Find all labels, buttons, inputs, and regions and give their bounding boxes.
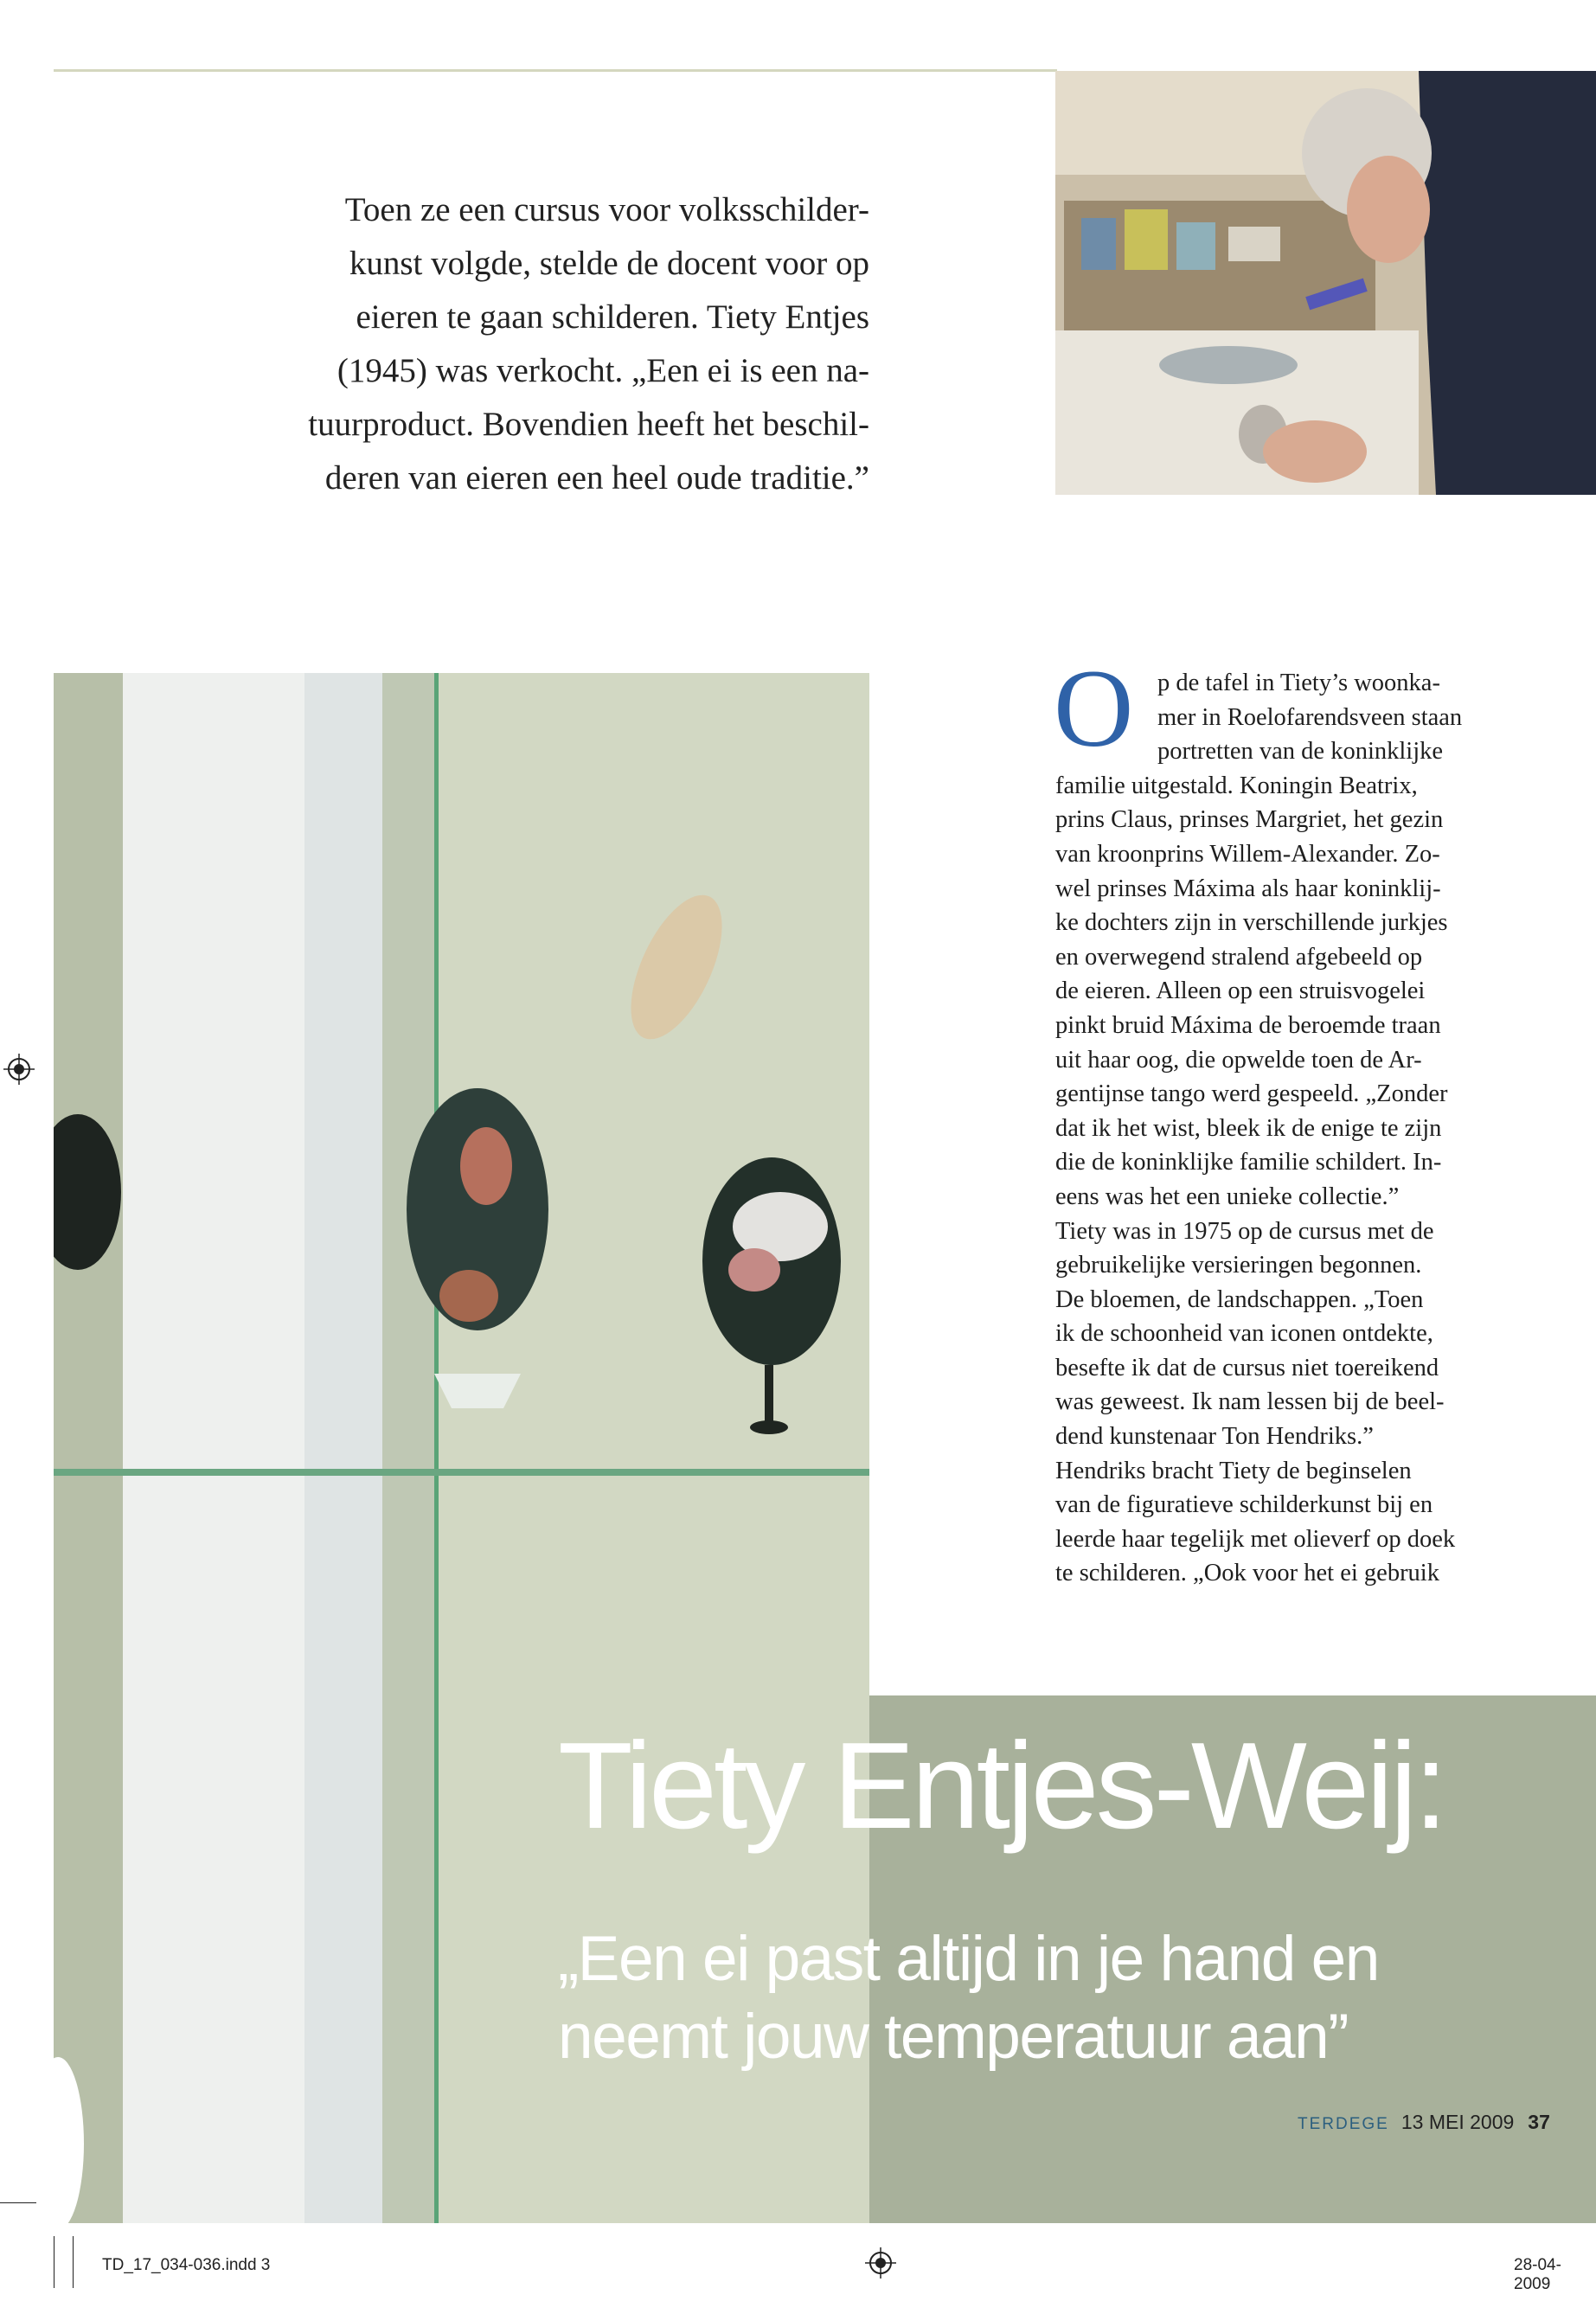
body-line: Tiety was in 1975 op de cursus met de <box>1055 1217 1434 1245</box>
body-line: pinkt bruid Máxima de beroemde traan <box>1055 1011 1441 1039</box>
body-line: en overwegend stralend afgebeeld op <box>1055 943 1423 971</box>
slug-filename: TD_17_034-036.indd 3 <box>102 2256 271 2274</box>
body-text <box>1055 666 1540 1591</box>
intro-paragraph <box>182 183 869 505</box>
body-line: Hendriks bracht Tiety de beginselen <box>1055 1457 1412 1484</box>
body-line: mer in Roelofarendsveen staan <box>1157 703 1463 731</box>
intro-line: deren van eieren een heel oude traditie.” <box>324 459 869 497</box>
drop-cap: O <box>1054 647 1134 770</box>
body-line: eens was het een unieke collectie.” <box>1055 1183 1400 1210</box>
body-line: portretten van de koninklijke <box>1157 738 1444 766</box>
body-line: gebruikelijke versieringen begonnen. <box>1055 1252 1422 1279</box>
painter-photo <box>1055 71 1596 495</box>
body-line: was geweest. Ik nam lessen bij de beel- <box>1055 1388 1445 1416</box>
pull-quote-line: „Een ei past altijd in je hand en <box>558 1924 1379 1994</box>
body-line: de eieren. Alleen op een struisvogelei <box>1055 977 1426 1005</box>
body-line: gentijnse tango werd gespeeld. „Zonder <box>1055 1080 1448 1108</box>
top-rule <box>54 69 1057 72</box>
article-pull-quote <box>558 1920 1579 2076</box>
body-line: die de koninklijke familie schildert. In- <box>1055 1149 1442 1176</box>
intro-line: eieren te gaan schilderen. Tiety Entjes <box>356 298 869 336</box>
intro-line: (1945) was verkocht. „Een ei is een na- <box>337 352 869 389</box>
intro-line: tuurproduct. Bovendien heeft het beschil- <box>308 406 869 443</box>
body-line: dat ik het wist, bleek ik de enige te zijn <box>1055 1114 1442 1142</box>
pull-quote-line: neemt jouw temperatuur aan” <box>558 2002 1349 2072</box>
registration-mark-icon <box>3 1054 35 1085</box>
body-line: ke dochters zijn in verschillende jurkjes <box>1055 909 1448 937</box>
body-line: ik de schoonheid van iconen ontdekte, <box>1055 1320 1433 1348</box>
intro-line: kunst volgde, stelde de docent voor op <box>349 245 869 282</box>
body-line: prins Claus, prinses Margriet, het gezin <box>1055 806 1444 834</box>
body-line: dend kunstenaar Ton Hendriks.” <box>1055 1423 1374 1451</box>
crop-mark <box>0 2202 36 2203</box>
intro-line: Toen ze een cursus voor volksschilder- <box>344 191 869 228</box>
registration-mark-icon <box>865 2247 896 2279</box>
article-title: Tiety Entjes-Weij: <box>558 1717 1445 1855</box>
body-line: De bloemen, de landschappen. „Toen <box>1055 1285 1424 1313</box>
body-line: wel prinses Máxima als haar koninklij- <box>1055 875 1441 902</box>
body-line: van de figuratieve schilderkunst bij en <box>1055 1491 1433 1519</box>
crop-mark <box>73 2236 74 2288</box>
page-folio <box>1298 2111 1596 2145</box>
page-number: 37 <box>1528 2111 1550 2133</box>
body-line: te schilderen. „Ook voor het ei gebruik <box>1055 1560 1439 1587</box>
magazine-name: TERDEGE <box>1298 2115 1389 2133</box>
body-line: besefte ik dat de cursus niet toereikend <box>1055 1354 1439 1381</box>
body-line: uit haar oog, die opwelde toen de Ar- <box>1055 1046 1422 1074</box>
body-line: familie uitgestald. Koningin Beatrix, <box>1055 772 1418 799</box>
slug-date: 28-04-2009 <box>1514 2256 1561 2293</box>
issue-date: 13 MEI 2009 <box>1401 2111 1515 2133</box>
body-line: p de tafel in Tiety’s woonka- <box>1157 670 1440 696</box>
body-line: leerde haar tegelijk met olieverf op doek <box>1055 1525 1456 1553</box>
body-line: van kroonprins Willem-Alexander. Zo- <box>1055 840 1440 868</box>
